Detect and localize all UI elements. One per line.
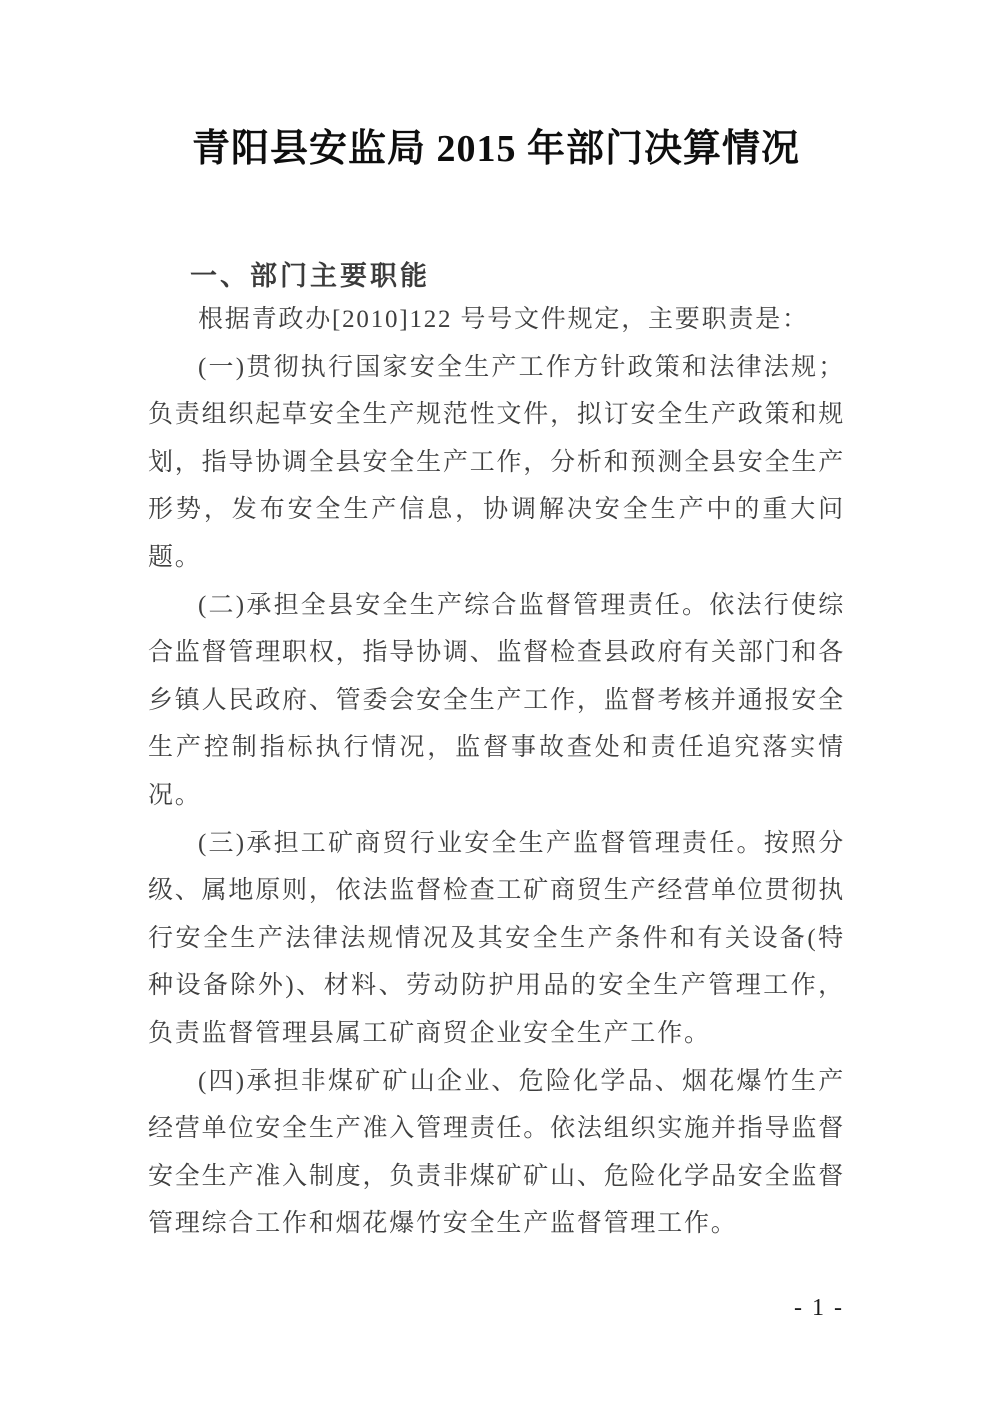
page-title: 青阳县安监局 2015 年部门决算情况 bbox=[191, 128, 800, 170]
section-heading-main-duties: 一、部门主要职能 bbox=[190, 261, 430, 291]
paragraph-duty-1: (一)贯彻执行国家安全生产工作方针政策和法律法规；负责组织起草安全生产规范性文件，拟订安全生产政策和规划，指导协调全县安全生产工作，分析和预测全县安全生产形势，发布安全生产信息，协调解决安全生产中的重大问题。 bbox=[148, 353, 845, 571]
paragraph-duty-2: (二)承担全县安全生产综合监督管理责任。依法行使综合监督管理职权，指导协调、监督检查县政府有关部门和各乡镇人民政府、管委会安全生产工作，监督考核并通报安全生产控制指标执行情况，监督事故查处和责任追究落实情况。 bbox=[148, 591, 845, 809]
paragraph-intro: 根据青政办[2010]122 号号文件规定，主要职责是： bbox=[198, 306, 809, 333]
paragraph-duty-3: (三)承担工矿商贸行业安全生产监督管理责任。按照分级、属地原则，依法监督检查工矿商贸生产经营单位贯彻执行安全生产法律法规情况及其安全生产条件和有关设备(特种设备除外)、材料、劳动防护用品的安全生产管理工作，负责监督管理县属工矿商贸企业安全生产工作。 bbox=[148, 829, 845, 1047]
paragraph-duty-4: (四)承担非煤矿矿山企业、危险化学品、烟花爆竹生产经营单位安全生产准入管理责任。依法组织实施并指导监督安全生产准入制度，负责非煤矿矿山、危险化学品安全监督管理综合工作和烟花爆竹安全生产监督管理工作。 bbox=[148, 1067, 845, 1238]
page-number: - 1 - bbox=[794, 1295, 844, 1321]
document-body bbox=[0, 256, 992, 1248]
